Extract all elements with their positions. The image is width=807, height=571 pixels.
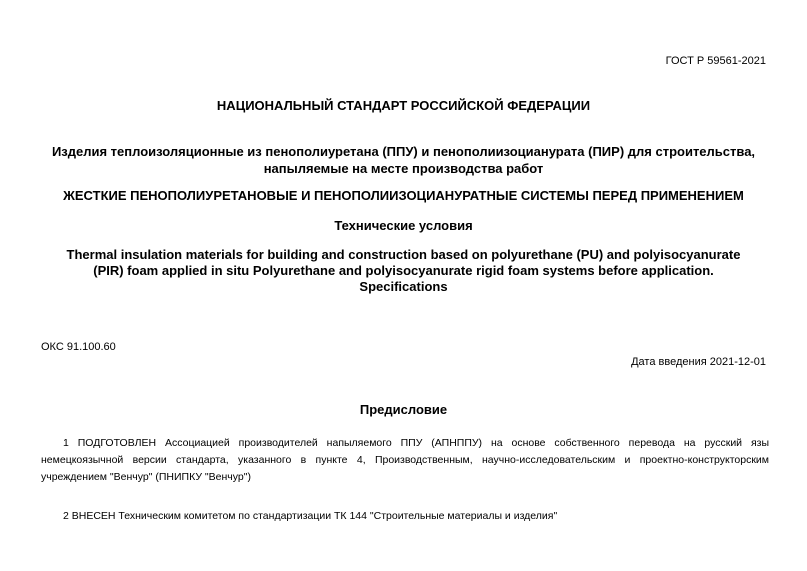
russian-title-line-2: напыляемые на месте производства работ [263,161,544,176]
english-title [30,247,777,295]
english-title-line-1: Thermal insulation materials for building and construction based on polyurethane (PU) and polyisocyanurate [66,247,741,262]
standard-type-heading: НАЦИОНАЛЬНЫЙ СТАНДАРТ РОССИЙСКОЙ ФЕДЕРАЦИИ [216,98,591,113]
russian-title-line-1: Изделия теплоизоляционные из пенополиуретана (ППУ) и пенополиизоцианурата (ПИР) для строительства, [51,144,756,159]
introduction-date: Дата введения 2021-12-01 [631,356,766,368]
preface-heading: Предисловие [359,402,448,417]
oks-code: ОКС 91.100.60 [41,341,116,353]
technical-conditions-label: Технические условия [334,218,473,233]
preface-paragraph-2: 2 ВНЕСЕН Техническим комитетом по стандартизации ТК 144 "Строительные материалы и изделия" [63,510,558,522]
english-title-line-2: (PIR) foam applied in situ Polyurethane and polyisocyanurate rigid foam systems before application. [93,263,714,278]
russian-title [30,143,777,177]
english-title-line-3: Specifications [359,279,448,294]
document-code: ГОСТ Р 59561-2021 [665,55,766,67]
preface-paragraph-1: 1 ПОДГОТОВЛЕН Ассоциацией производителей напыляемого ППУ (АПНППУ) на основе собственного перевода на русский язы немецкоязычной версии стандарта, указанного в пункте 4, Производственным, научно-исследовательским и проектно-конструкторским учреждением "Венчур" (ПНИПКУ "Венчур") [41,437,769,483]
russian-subtitle: ЖЕСТКИЕ ПЕНОПОЛИУРЕТАНОВЫЕ И ПЕНОПОЛИИЗОЦИАНУРАТНЫЕ СИСТЕМЫ ПЕРЕД ПРИМЕНЕНИЕМ [63,188,744,203]
